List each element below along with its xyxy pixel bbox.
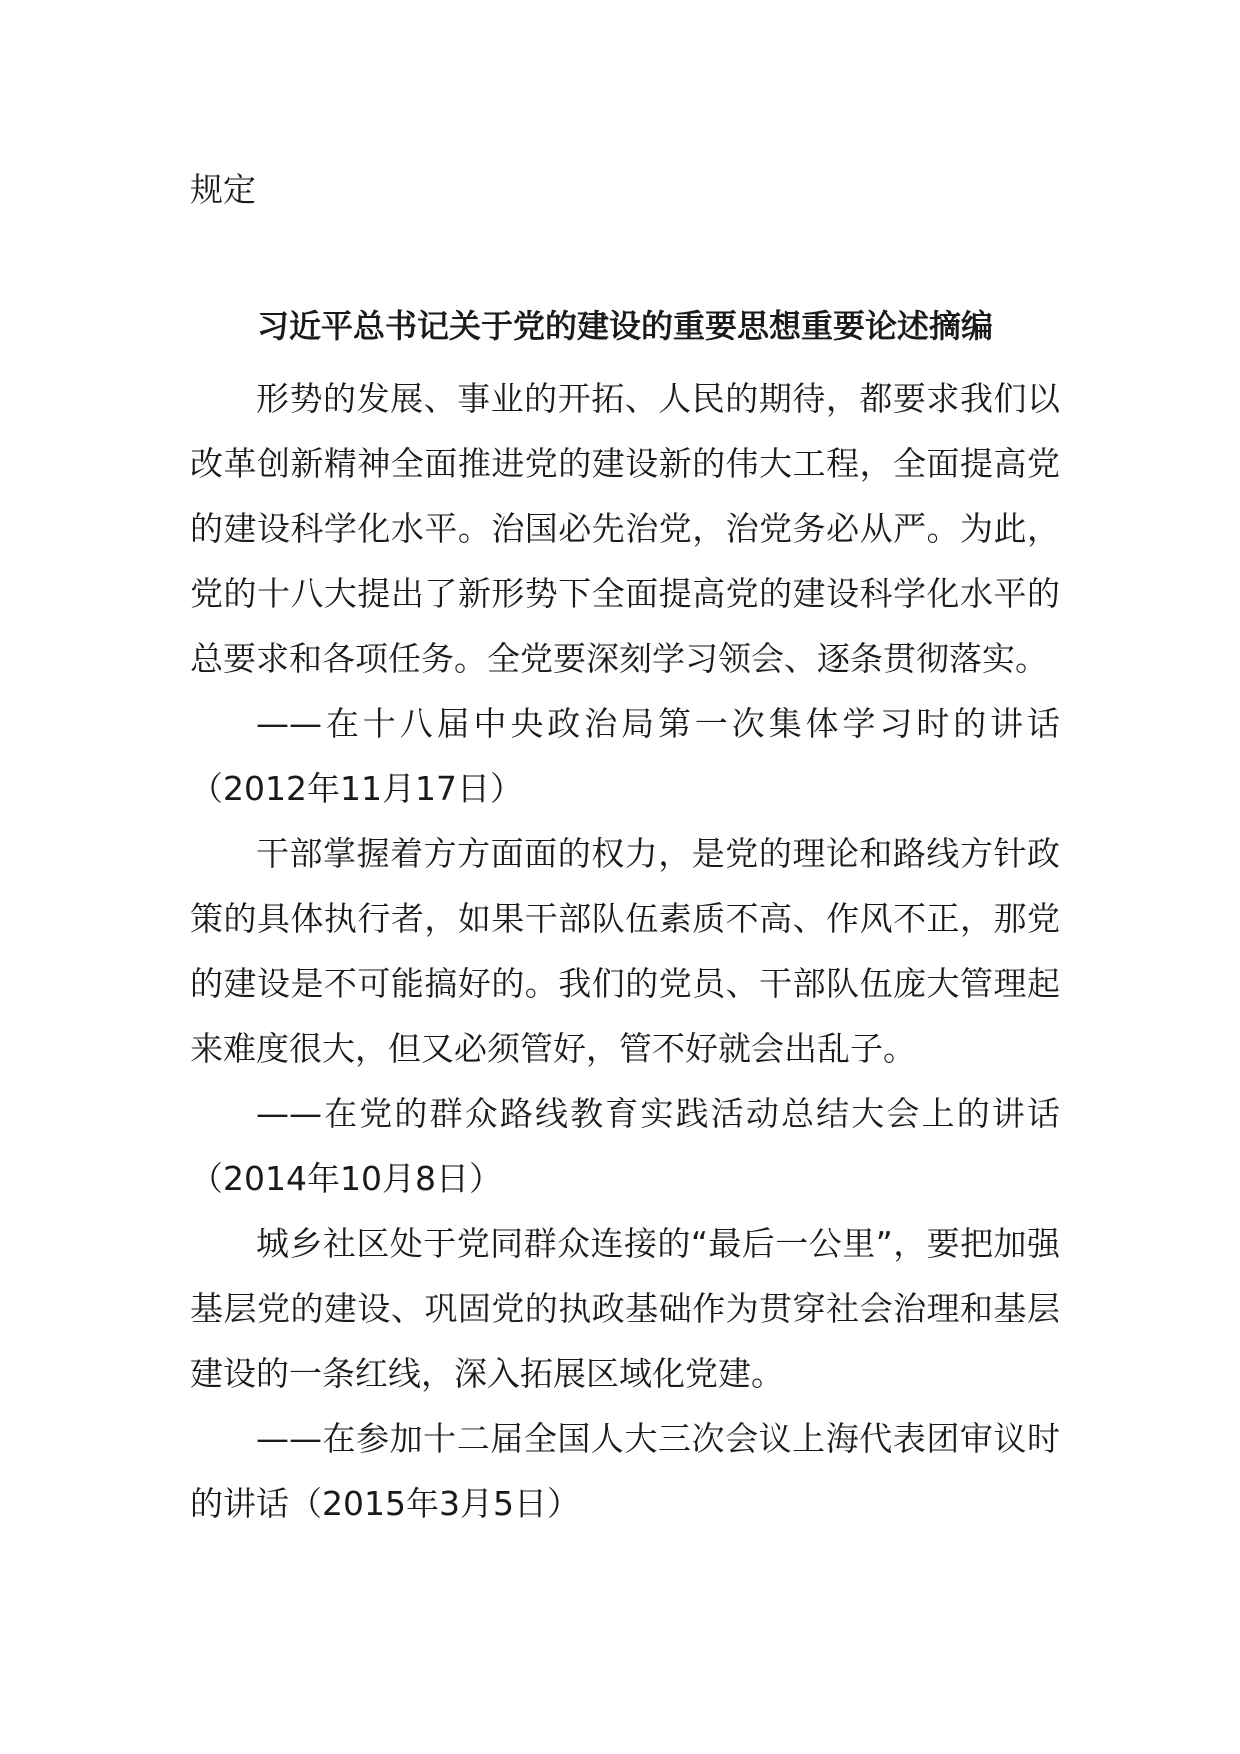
body-paragraph: 干部掌握着方方面面的权力，是党的理论和路线方针政策的具体执行者，如果干部队伍素质不高、作风不正，那党的建设是不可能搞好的。我们的党员、干部队伍庞大管理起来难度很大，但又必须管好，管不好就会出乱子。: [190, 834, 1060, 1068]
document-title: 习近平总书记关于党的建设的重要思想重要论述摘编: [256, 307, 993, 345]
document-page: [190, 0, 1060, 1754]
source-citation: ——在参加十二届全国人大三次会议上海代表团审议时的讲话（2015年3月5日）: [190, 1419, 1060, 1523]
source-citation: ——在十八届中央政治局第一次集体学习时的讲话（2012年11月17日）: [190, 704, 1060, 808]
source-citation: ——在党的群众路线教育实践活动总结大会上的讲话（2014年10月8日）: [190, 1094, 1060, 1198]
continued-text-fragment: 规定: [190, 170, 256, 209]
body-paragraph: 城乡社区处于党同群众连接的“最后一公里”，要把加强基层党的建设、巩固党的执政基础作为贯穿社会治理和基层建设的一条红线，深入拓展区域化党建。: [190, 1224, 1060, 1393]
document-body: [190, 366, 1060, 1536]
body-paragraph: 形势的发展、事业的开拓、人民的期待，都要求我们以改革创新精神全面推进党的建设新的伟大工程，全面提高党的建设科学化水平。治国必先治党，治党务必从严。为此，党的十八大提出了新形势下全面提高党的建设科学化水平的总要求和各项任务。全党要深刻学习领会、逐条贯彻落实。: [190, 379, 1060, 678]
